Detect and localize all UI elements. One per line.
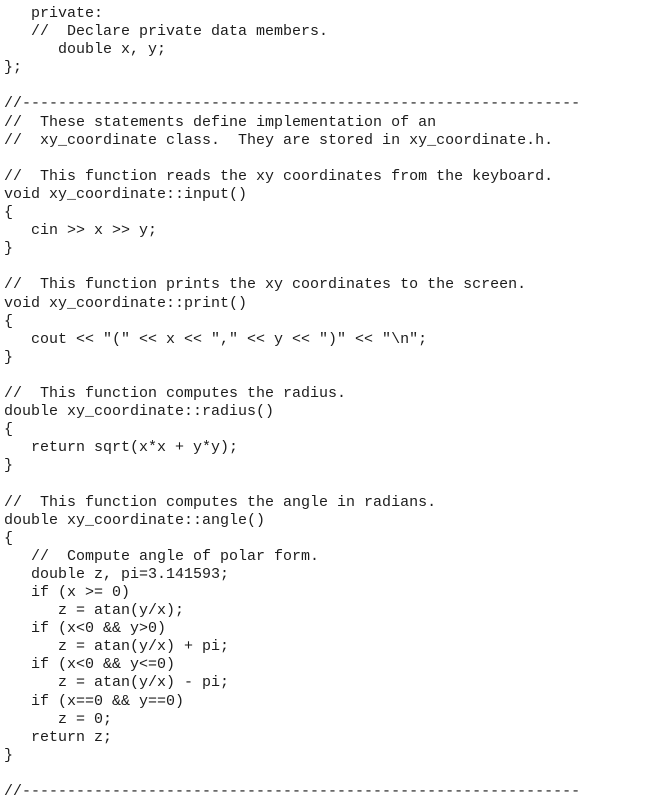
code-line: // xy_coordinate class. They are stored in xy_coordinate.h.	[4, 131, 554, 149]
code-line: double xy_coordinate::angle()	[4, 511, 266, 529]
code-line: // This function prints the xy coordinates to the screen.	[4, 276, 527, 294]
code-line: // These statements define implementation of an	[4, 113, 437, 131]
code-line: if (x<0 && y<=0)	[4, 656, 176, 674]
code-line: private:	[4, 5, 104, 22]
code-line: };	[4, 59, 23, 77]
code-line: }	[4, 457, 14, 475]
code-line: z = atan(y/x);	[4, 602, 185, 620]
code-line: if (x<0 && y>0)	[4, 620, 167, 638]
code-line	[4, 475, 580, 493]
code-line: return sqrt(x*x + y*y);	[4, 439, 239, 457]
code-line: z = atan(y/x) - pi;	[4, 674, 230, 692]
code-line: // This function computes the radius.	[4, 384, 347, 402]
code-line: return z;	[4, 728, 113, 746]
code-line: }	[4, 240, 14, 258]
code-line: {	[4, 421, 14, 439]
code-line: void xy_coordinate::print()	[4, 294, 248, 312]
code-line	[4, 258, 580, 276]
code-line: // Declare private data members.	[4, 23, 329, 41]
code-line: }	[4, 348, 14, 366]
code-line: }	[4, 746, 14, 764]
code-line: {	[4, 312, 14, 330]
code-line: z = 0;	[4, 710, 113, 728]
code-line: //--------------------------------------------------------------	[4, 95, 581, 113]
code-listing	[4, 5, 580, 801]
code-line: // This function reads the xy coordinates from the keyboard.	[4, 167, 554, 185]
code-line: if (x==0 && y==0)	[4, 692, 185, 710]
code-line: void xy_coordinate::input()	[4, 185, 248, 203]
code-line: // Compute angle of polar form.	[4, 547, 320, 565]
code-line: //--------------------------------------------------------------	[4, 783, 581, 801]
code-line: {	[4, 529, 14, 547]
code-line	[4, 150, 580, 168]
code-line	[4, 367, 580, 385]
code-line: if (x >= 0)	[4, 584, 131, 601]
code-line: // This function computes the angle in radians.	[4, 493, 437, 511]
code-line: z = atan(y/x) + pi;	[4, 638, 230, 656]
code-line: double x, y;	[4, 41, 167, 59]
code-line: double xy_coordinate::radius()	[4, 403, 275, 421]
code-line	[4, 765, 580, 783]
code-line: double z, pi=3.141593;	[4, 565, 230, 583]
code-line	[4, 77, 580, 95]
code-line: {	[4, 204, 14, 222]
code-line: cin >> x >> y;	[4, 222, 158, 240]
code-line: cout << "(" << x << "," << y << ")" << "\n";	[4, 330, 428, 348]
